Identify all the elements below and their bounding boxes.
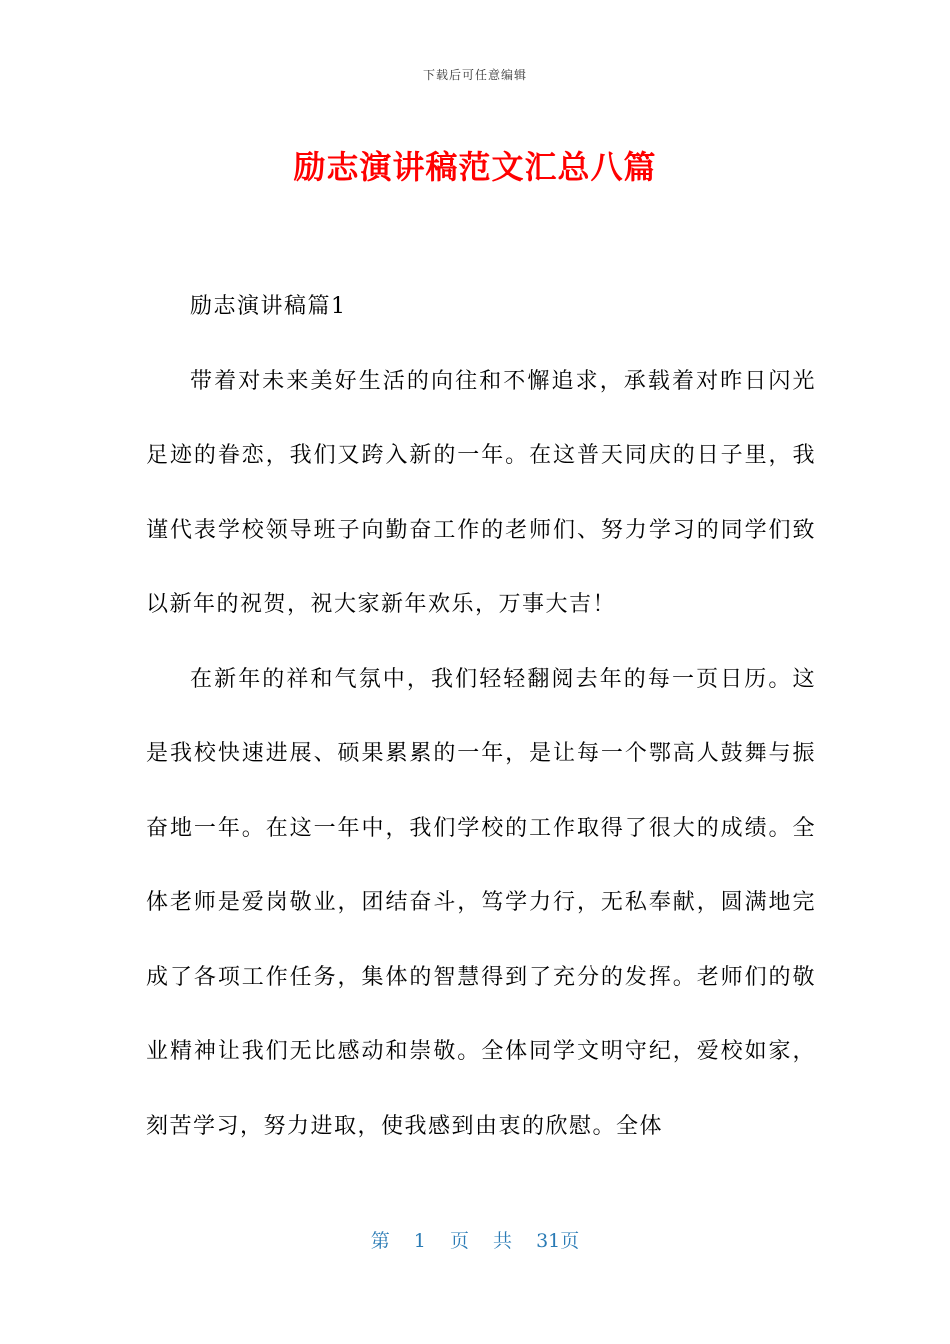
footer-total-pages: 31页 — [536, 1230, 580, 1252]
footer-page-word: 页 — [449, 1230, 469, 1252]
footer-current-page: 1 — [413, 1230, 426, 1252]
document-body — [146, 270, 816, 1164]
paragraph-1: 带着对未来美好生活的向往和不懈追求，承载着对昨日闪光足迹的眷恋，我们又跨入新的一年。在这普天同庆的日子里，我谨代表学校领导班子向勤奋工作的老师们、努力学习的同学们致以新年的祝贺，祝大家新年欢乐，万事大吉！ — [146, 368, 816, 617]
page-footer — [0, 1226, 950, 1253]
section-heading: 励志演讲稿篇1 — [190, 294, 347, 319]
paragraph-2: 在新年的祥和气氛中，我们轻轻翻阅去年的每一页日历。这是我校快速进展、硕果累累的一年，是让每一个鄂高人鼓舞与振奋地一年。在这一年中，我们学校的工作取得了很大的成绩。全体老师是爱岗敬业，团结奋斗，笃学力行，无私奉献，圆满地完成了各项工作任务，集体的智慧得到了充分的发挥。老师们的敬业精神让我们无比感动和崇敬。全体同学文明守纪，爱校如家，刻苦学习，努力进取，使我感到由衷的欣慰。全体 — [146, 666, 816, 1139]
header-note: 下载后可任意编辑 — [422, 68, 527, 82]
document-title: 励志演讲稿范文汇总八篇 — [293, 148, 657, 186]
footer-page-prefix: 第 — [370, 1230, 390, 1252]
footer-total-prefix: 共 — [493, 1230, 513, 1252]
